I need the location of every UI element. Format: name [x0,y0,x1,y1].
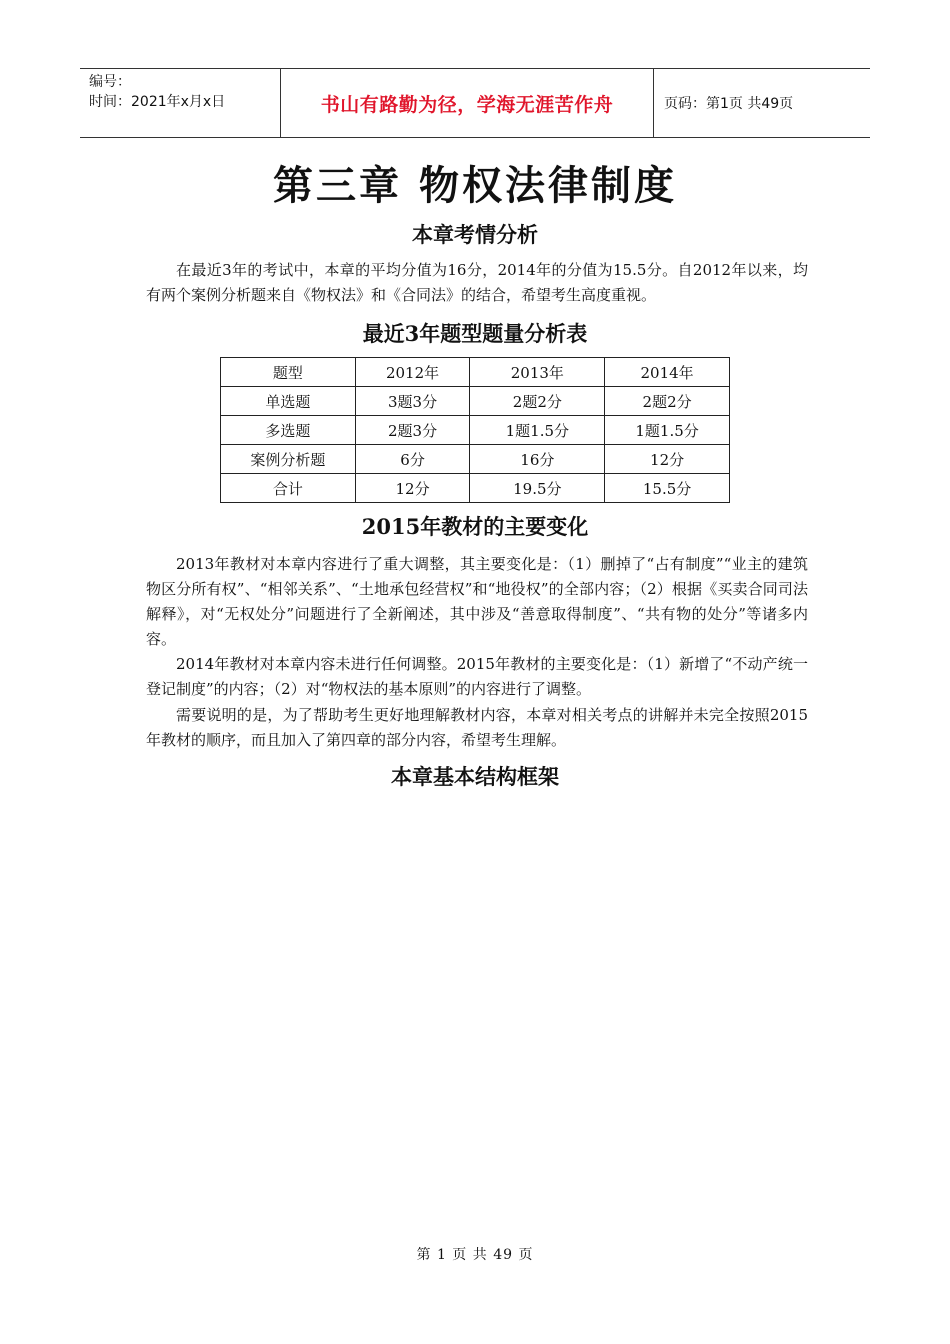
table-header-cell: 2013年 [470,358,605,387]
table-cell: 1题1.5分 [470,416,605,445]
table-cell: 3题3分 [355,387,470,416]
table-cell: 2题2分 [605,387,730,416]
table-header-cell: 2012年 [355,358,470,387]
table-caption: 最近3年题型题量分析表 [362,321,588,346]
table-cell: 6分 [355,445,470,474]
table-row [221,387,730,416]
time-label: 时间：2021年x月x日 [89,94,226,110]
section-heading-structure: 本章基本结构框架 [391,764,559,789]
table-cell: 2题2分 [470,387,605,416]
table-cell: 12分 [355,474,470,503]
table-cell: 2题3分 [355,416,470,445]
header-page-info: 页码：第1页 共49页 [664,96,794,112]
textbook-changes-paragraph-3: 需要说明的是，为了帮助考生更好地理解教材内容，本章对相关考点的讲解并未完全按照2015年教材的顺序，而且加入了第四章的部分内容，希望考生理解。 [146,706,808,749]
header-meta [80,69,281,137]
header-motto: 书山有路勤为径，学海无涯苦作舟 [281,69,654,137]
table-row [221,445,730,474]
exam-analysis-paragraph: 在最近3年的考试中，本章的平均分值为16分，2014年的分值为15.5分。自2012年以来，均有两个案例分析题来自《物权法》和《合同法》的结合，希望考生高度重视。 [146,261,808,304]
table-cell: 15.5分 [605,474,730,503]
serial-label: 编号： [89,74,131,90]
page-header [80,68,870,138]
table-cell: 1题1.5分 [605,416,730,445]
table-header-cell: 2014年 [605,358,730,387]
table-cell: 12分 [605,445,730,474]
table-header-cell: 题型 [221,358,356,387]
table-header-row [221,358,730,387]
section-heading-textbook-changes: 2015年教材的主要变化 [361,514,589,539]
question-type-table [220,357,730,503]
chapter-title: 第三章 物权法律制度 [273,162,677,209]
table-cell: 单选题 [221,387,356,416]
table-cell: 19.5分 [470,474,605,503]
section-heading-exam-analysis: 本章考情分析 [412,222,538,247]
page-footer: 第 1 页 共 49 页 [416,1247,534,1263]
table-cell: 合计 [221,474,356,503]
table-cell: 多选题 [221,416,356,445]
table-cell: 16分 [470,445,605,474]
textbook-changes-paragraph-1: 2013年教材对本章内容进行了重大调整，其主要变化是：（1）删掉了“占有制度”“业主的建筑物区分所有权”、“相邻关系”、“土地承包经营权”和“地役权”的全部内容；（2）根据《买卖合同司法解释》，对“无权处分”问题进行了全新阐述，其中涉及“善意取得制度”、“共有物的处分”等诸多内容。 [146,555,808,648]
table-row [221,416,730,445]
table-cell: 案例分析题 [221,445,356,474]
textbook-changes-paragraph-2: 2014年教材对本章内容未进行任何调整。2015年教材的主要变化是：（1）新增了“不动产统一登记制度”的内容；（2）对“物权法的基本原则”的内容进行了调整。 [146,655,808,698]
table-row [221,474,730,503]
